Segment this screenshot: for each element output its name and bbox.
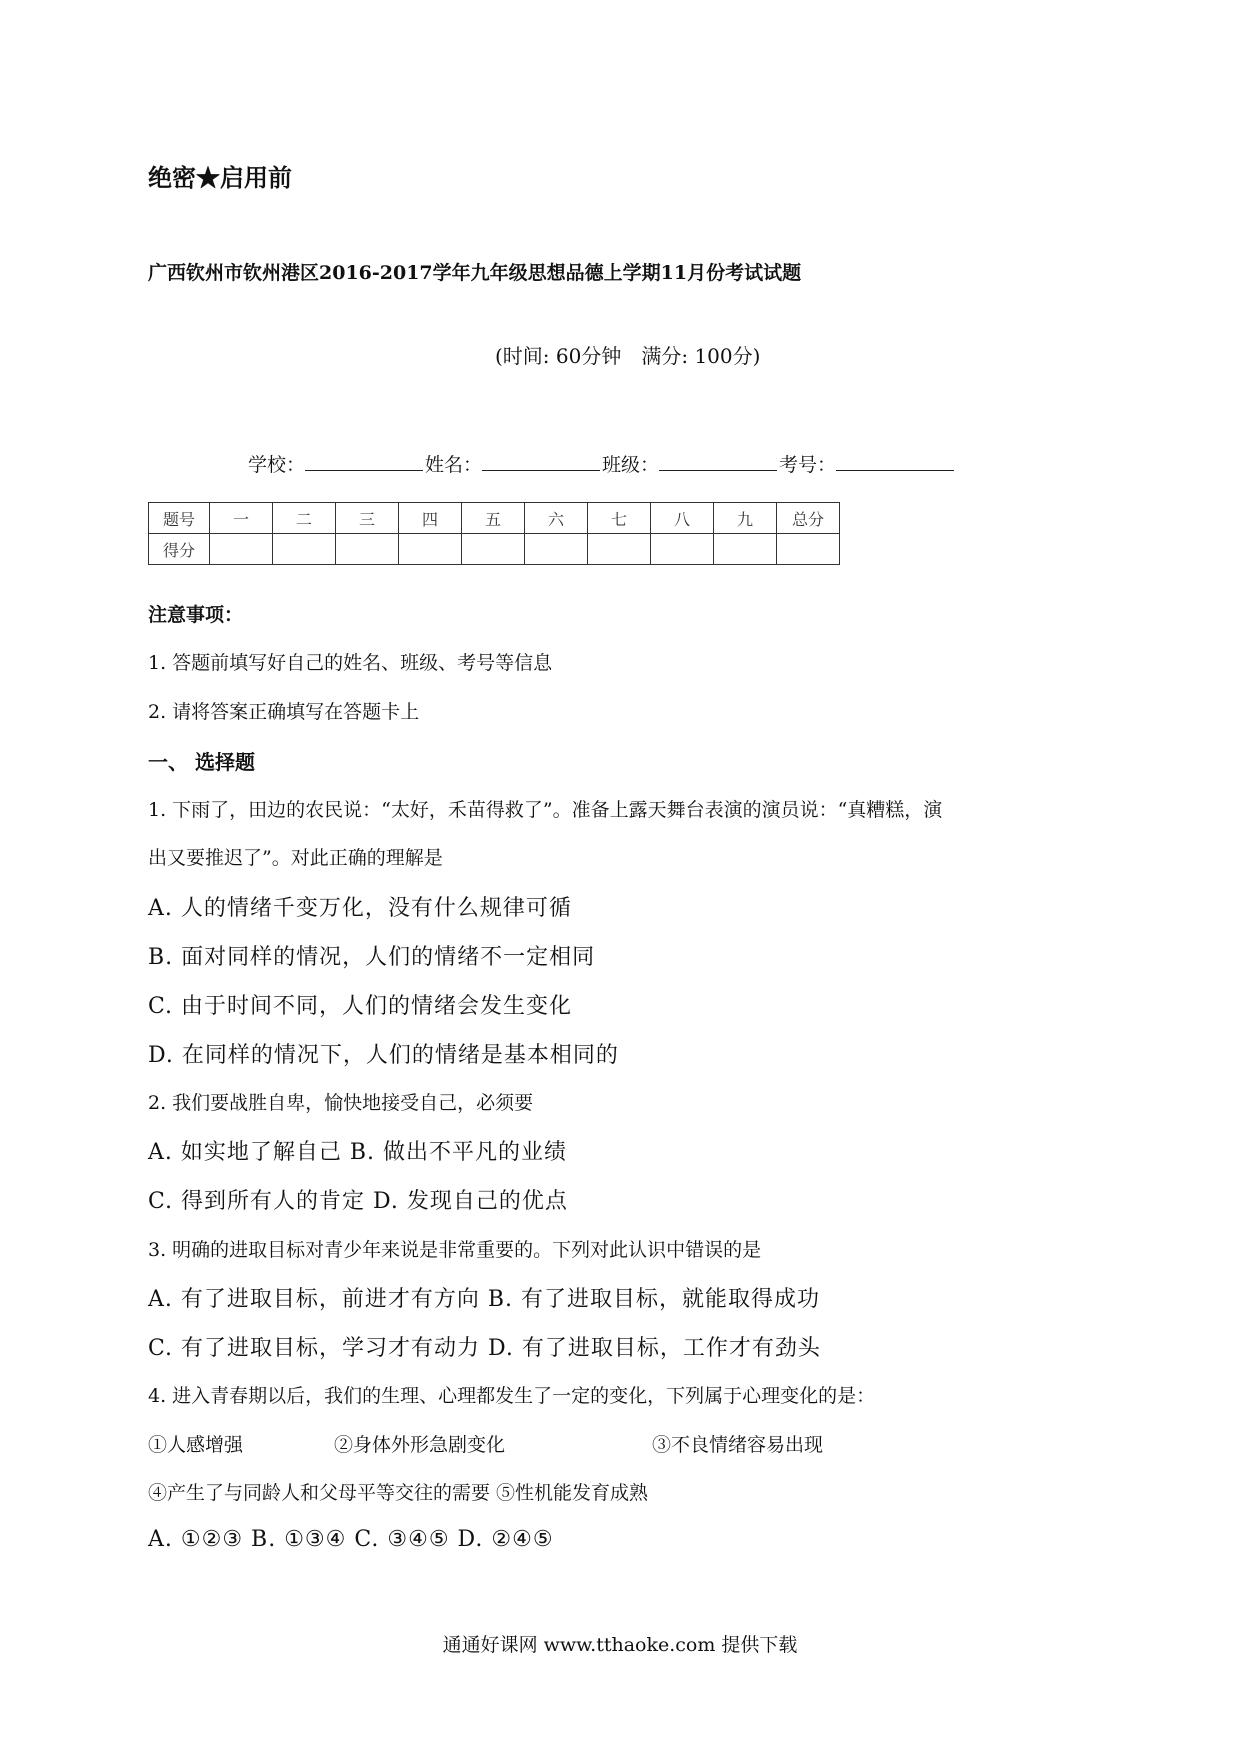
table-cell: 二 <box>273 503 336 534</box>
option-line: C. 由于时间不同，人们的情绪会发生变化 <box>148 994 573 1019</box>
score-cell[interactable] <box>336 534 399 565</box>
score-table <box>148 502 840 565</box>
footer-text: 通通好课网 www.tthaoke.com 提供下载 <box>442 1634 798 1656</box>
secret-label: 绝密★启用前 <box>148 163 292 192</box>
q4-item: ①人感增强 <box>148 1434 244 1456</box>
name-field[interactable] <box>482 452 600 471</box>
option-line: D. 在同样的情况下，人们的情绪是基本相同的 <box>148 1043 619 1068</box>
number-field[interactable] <box>836 452 954 471</box>
score-table-score-row <box>149 534 840 565</box>
table-cell: 题号 <box>149 503 210 534</box>
option-line: C. 得到所有人的肯定 D. 发现自己的优点 <box>148 1189 568 1214</box>
option-line: A. 有了进取目标，前进才有方向 B. 有了进取目标，就能取得成功 <box>148 1287 821 1312</box>
question-stem: 出又要推迟了”。对此正确的理解是 <box>148 847 443 869</box>
table-cell: 四 <box>399 503 462 534</box>
school-field[interactable] <box>305 452 423 471</box>
table-cell: 六 <box>525 503 588 534</box>
student-info-line <box>248 450 956 477</box>
number-label: 考号： <box>779 454 837 476</box>
table-cell: 得分 <box>149 534 210 565</box>
section-heading: 一、 选择题 <box>148 750 255 774</box>
time-info: (时间: 60分钟 满分: 100分) <box>495 344 761 368</box>
class-label: 班级： <box>602 454 660 476</box>
score-table-header-row <box>149 503 840 534</box>
option-line: C. 有了进取目标，学习才有动力 D. 有了进取目标，工作才有劲头 <box>148 1336 821 1361</box>
table-cell: 五 <box>462 503 525 534</box>
note-item: 2. 请将答案正确填写在答题卡上 <box>148 701 420 723</box>
q4-item: ②身体外形急剧变化 <box>334 1434 506 1456</box>
table-cell: 八 <box>651 503 714 534</box>
score-cell[interactable] <box>525 534 588 565</box>
option-line: A. ①②③ B. ①③④ C. ③④⑤ D. ②④⑤ <box>148 1527 554 1552</box>
table-cell: 三 <box>336 503 399 534</box>
score-cell[interactable] <box>399 534 462 565</box>
score-cell[interactable] <box>714 534 777 565</box>
score-cell[interactable] <box>462 534 525 565</box>
question-stem: 1. 下雨了，田边的农民说：“太好，禾苗得救了”。准备上露天舞台表演的演员说：“真糟糕，演 <box>148 799 943 821</box>
q4-items-line1 <box>148 1430 823 1457</box>
table-cell: 一 <box>210 503 273 534</box>
exam-title: 广西钦州市钦州港区2016-2017学年九年级思想品德上学期11月份考试试题 <box>148 262 802 284</box>
table-cell: 九 <box>714 503 777 534</box>
table-cell: 七 <box>588 503 651 534</box>
option-line: A. 如实地了解自己 B. 做出不平凡的业绩 <box>148 1140 568 1165</box>
question-stem: 4. 进入青春期以后，我们的生理、心理都发生了一定的变化，下列属于心理变化的是： <box>148 1385 876 1407</box>
question-stem: 3. 明确的进取目标对青少年来说是非常重要的。下列对此认识中错误的是 <box>148 1239 762 1261</box>
score-cell[interactable] <box>273 534 336 565</box>
score-cell[interactable] <box>651 534 714 565</box>
notes-heading: 注意事项： <box>148 604 244 626</box>
option-line: A. 人的情绪千变万化，没有什么规律可循 <box>148 896 572 921</box>
class-field[interactable] <box>659 452 777 471</box>
note-item: 1. 答题前填写好自己的姓名、班级、考号等信息 <box>148 652 553 674</box>
table-cell: 总分 <box>777 503 840 534</box>
name-label: 姓名： <box>425 454 483 476</box>
option-line: B. 面对同样的情况，人们的情绪不一定相同 <box>148 945 596 970</box>
q4-items-line2: ④产生了与同龄人和父母平等交往的需要 ⑤性机能发育成熟 <box>148 1482 649 1504</box>
q4-item: ③不良情绪容易出现 <box>652 1434 824 1456</box>
score-cell[interactable] <box>777 534 840 565</box>
score-cell[interactable] <box>210 534 273 565</box>
score-cell[interactable] <box>588 534 651 565</box>
question-stem: 2. 我们要战胜自卑，愉快地接受自己，必须要 <box>148 1092 534 1114</box>
school-label: 学校： <box>248 454 306 476</box>
